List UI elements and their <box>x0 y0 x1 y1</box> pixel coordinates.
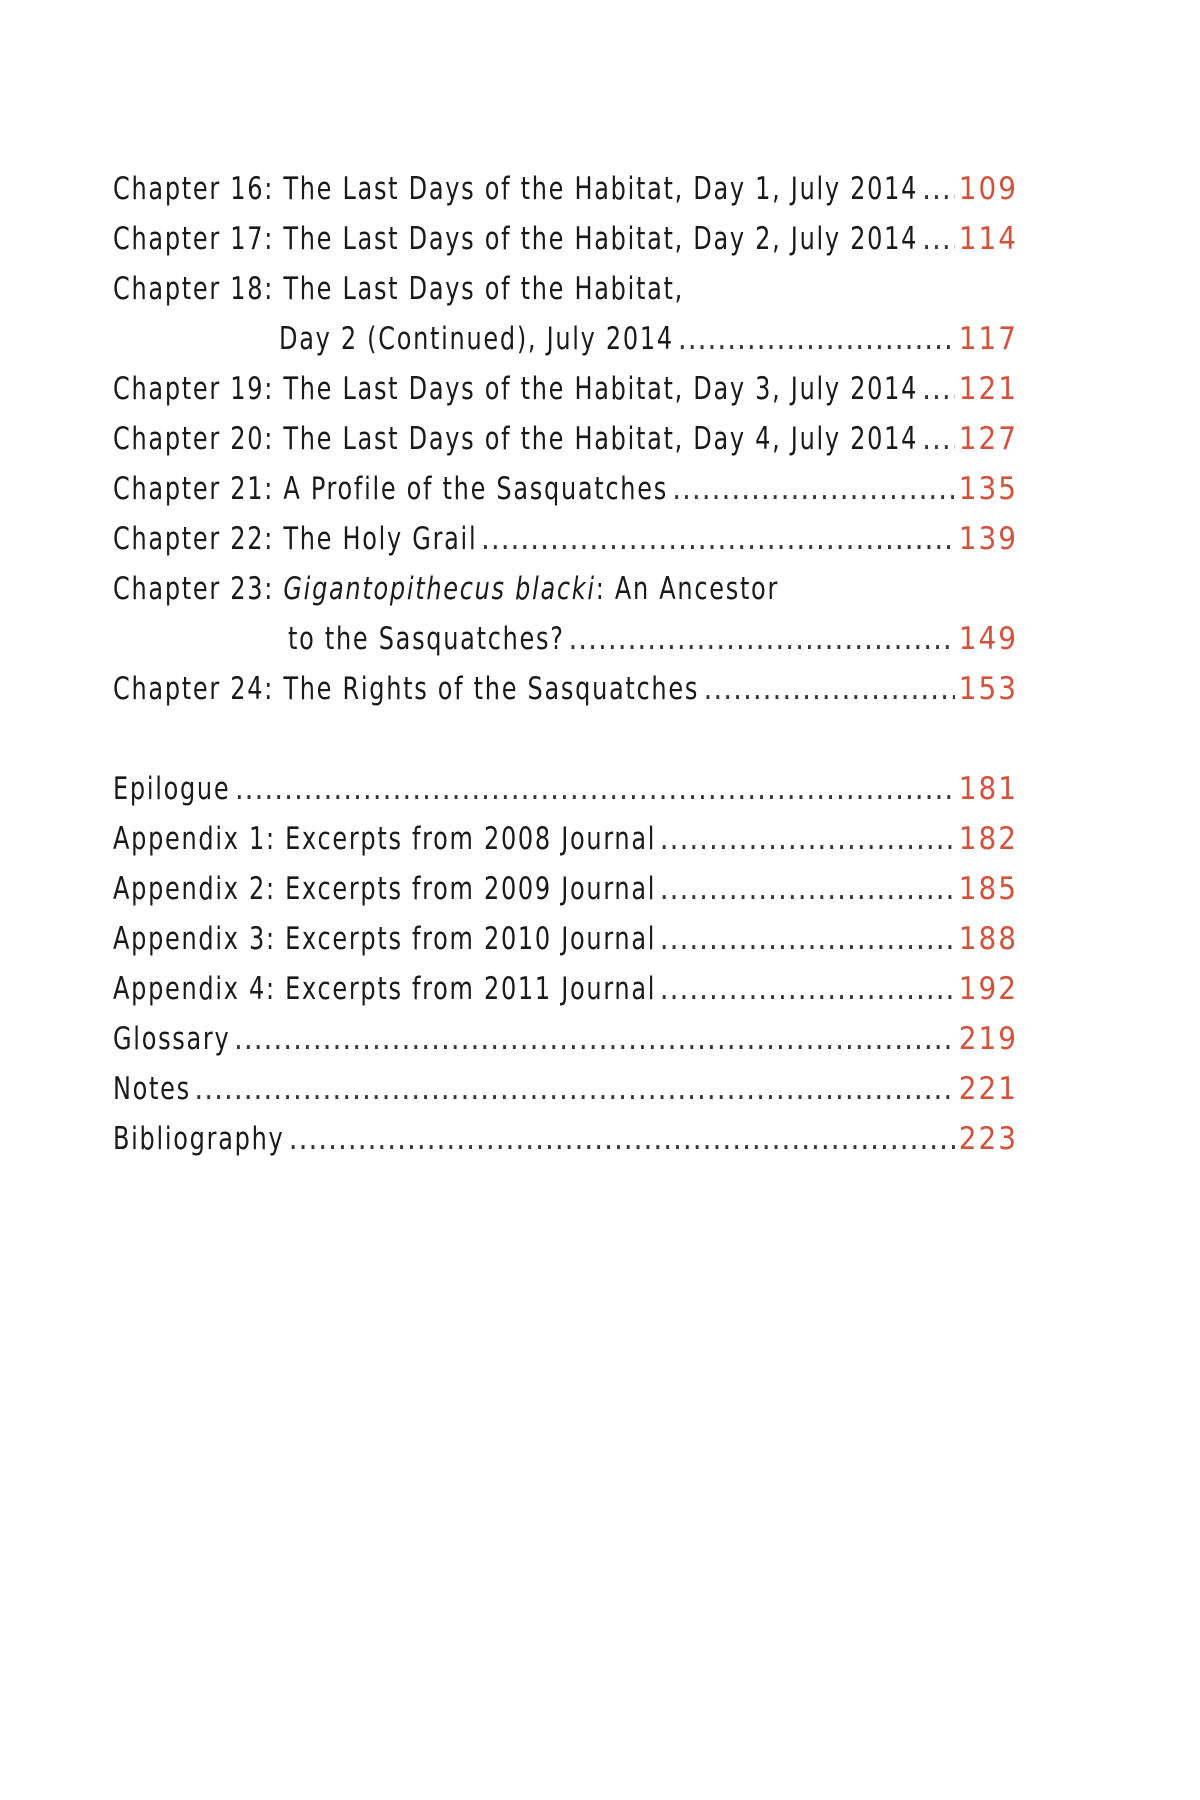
toc-entry-page-number: 117 <box>958 321 1018 357</box>
toc-entry-title: Chapter 16: The Last Days of the Habitat, Day 1, July 2014 <box>113 171 919 207</box>
toc-entry-chapter-23[interactable] <box>113 564 1018 614</box>
dot-leader <box>289 1114 955 1164</box>
toc-entry-title: Epilogue <box>113 771 231 807</box>
toc-entry-chapter-18-continuation[interactable] <box>113 314 1018 364</box>
dot-leader <box>568 614 954 664</box>
toc-entry-title: Chapter 17: The Last Days of the Habitat, Day 2, July 2014 <box>113 221 919 257</box>
dot-leader <box>660 864 955 914</box>
toc-entry-notes[interactable] <box>113 1064 1018 1114</box>
dot-leader <box>922 164 955 214</box>
dot-leader <box>660 814 955 864</box>
toc-entry-glossary[interactable] <box>113 1014 1018 1064</box>
toc-entry-appendix-3[interactable] <box>113 914 1018 964</box>
toc-entry-page-number: 188 <box>958 921 1018 957</box>
toc-entry-appendix-4[interactable] <box>113 964 1018 1014</box>
toc-entry-epilogue[interactable] <box>113 764 1018 814</box>
toc-entry-bibliography[interactable] <box>113 1114 1018 1164</box>
toc-entry-title <box>113 564 779 614</box>
toc-entry-title: Notes <box>113 1071 191 1107</box>
dot-leader <box>922 364 955 414</box>
toc-entry-title: Chapter 22: The Holy Grail <box>113 521 478 557</box>
toc-entry-chapter-24[interactable] <box>113 664 1018 714</box>
dot-leader <box>481 514 955 564</box>
dot-leader <box>922 214 955 264</box>
dot-leader <box>678 314 955 364</box>
toc-entry-title: Chapter 20: The Last Days of the Habitat, Day 4, July 2014 <box>113 421 919 457</box>
toc-entry-title: Bibliography <box>113 1121 285 1157</box>
toc-entry-chapter-17[interactable] <box>113 214 1018 264</box>
toc-entry-title: Appendix 1: Excerpts from 2008 Journal <box>113 821 657 857</box>
table-of-contents <box>113 164 1018 1164</box>
toc-entry-chapter-22[interactable] <box>113 514 1018 564</box>
dot-leader <box>235 764 955 814</box>
toc-entry-appendix-2[interactable] <box>113 864 1018 914</box>
dot-leader <box>922 414 955 464</box>
toc-entry-title-continuation: to the Sasquatches? <box>288 621 565 657</box>
toc-entry-chapter-16[interactable] <box>113 164 1018 214</box>
dot-leader <box>704 664 955 714</box>
dot-leader <box>672 464 955 514</box>
toc-entry-chapter-20[interactable] <box>113 414 1018 464</box>
toc-entry-title: Appendix 3: Excerpts from 2010 Journal <box>113 921 657 957</box>
toc-entry-title: Glossary <box>113 1021 231 1057</box>
toc-entry-appendix-1[interactable] <box>113 814 1018 864</box>
toc-entry-title-suffix: : An Ancestor <box>595 571 780 607</box>
toc-entry-title: Appendix 4: Excerpts from 2011 Journal <box>113 971 657 1007</box>
toc-entry-title: Appendix 2: Excerpts from 2009 Journal <box>113 871 657 907</box>
toc-entry-page-number: 135 <box>958 471 1018 507</box>
toc-entry-title: Chapter 18: The Last Days of the Habitat, <box>113 271 684 307</box>
toc-entry-page-number: 192 <box>958 971 1018 1007</box>
toc-entry-title: Chapter 24: The Rights of the Sasquatches <box>113 671 700 707</box>
toc-entry-page-number: 127 <box>958 421 1018 457</box>
toc-entry-page-number: 219 <box>958 1021 1018 1057</box>
dot-leader <box>234 1014 955 1064</box>
toc-entry-page-number: 121 <box>958 371 1018 407</box>
toc-entry-page-number: 221 <box>958 1071 1018 1107</box>
toc-entry-page-number: 114 <box>958 221 1018 257</box>
section-spacer <box>113 714 1018 764</box>
toc-entry-page-number: 139 <box>958 521 1018 557</box>
toc-entry-page-number: 182 <box>958 821 1018 857</box>
toc-entry-page-number: 185 <box>958 871 1018 907</box>
dot-leader <box>194 1064 954 1114</box>
toc-entry-chapter-18[interactable] <box>113 264 1018 314</box>
toc-entry-title-prefix: Chapter 23: <box>113 571 284 607</box>
dot-leader <box>660 964 955 1014</box>
toc-entry-page-number: 181 <box>958 771 1018 807</box>
toc-entry-title-italic: Gigantopithecus blacki <box>283 571 596 607</box>
dot-leader <box>660 914 955 964</box>
toc-entry-page-number: 223 <box>958 1121 1018 1157</box>
toc-entry-page-number: 149 <box>958 621 1018 657</box>
toc-entry-chapter-23-continuation[interactable] <box>113 614 1018 664</box>
toc-entry-chapter-21[interactable] <box>113 464 1018 514</box>
toc-entry-title: Chapter 21: A Profile of the Sasquatches <box>113 471 668 507</box>
toc-entry-title-continuation: Day 2 (Continued), July 2014 <box>279 321 674 357</box>
toc-entry-page-number: 153 <box>958 671 1018 707</box>
toc-entry-chapter-19[interactable] <box>113 364 1018 414</box>
toc-entry-page-number: 109 <box>958 171 1018 207</box>
toc-entry-title: Chapter 19: The Last Days of the Habitat, Day 3, July 2014 <box>113 371 919 407</box>
